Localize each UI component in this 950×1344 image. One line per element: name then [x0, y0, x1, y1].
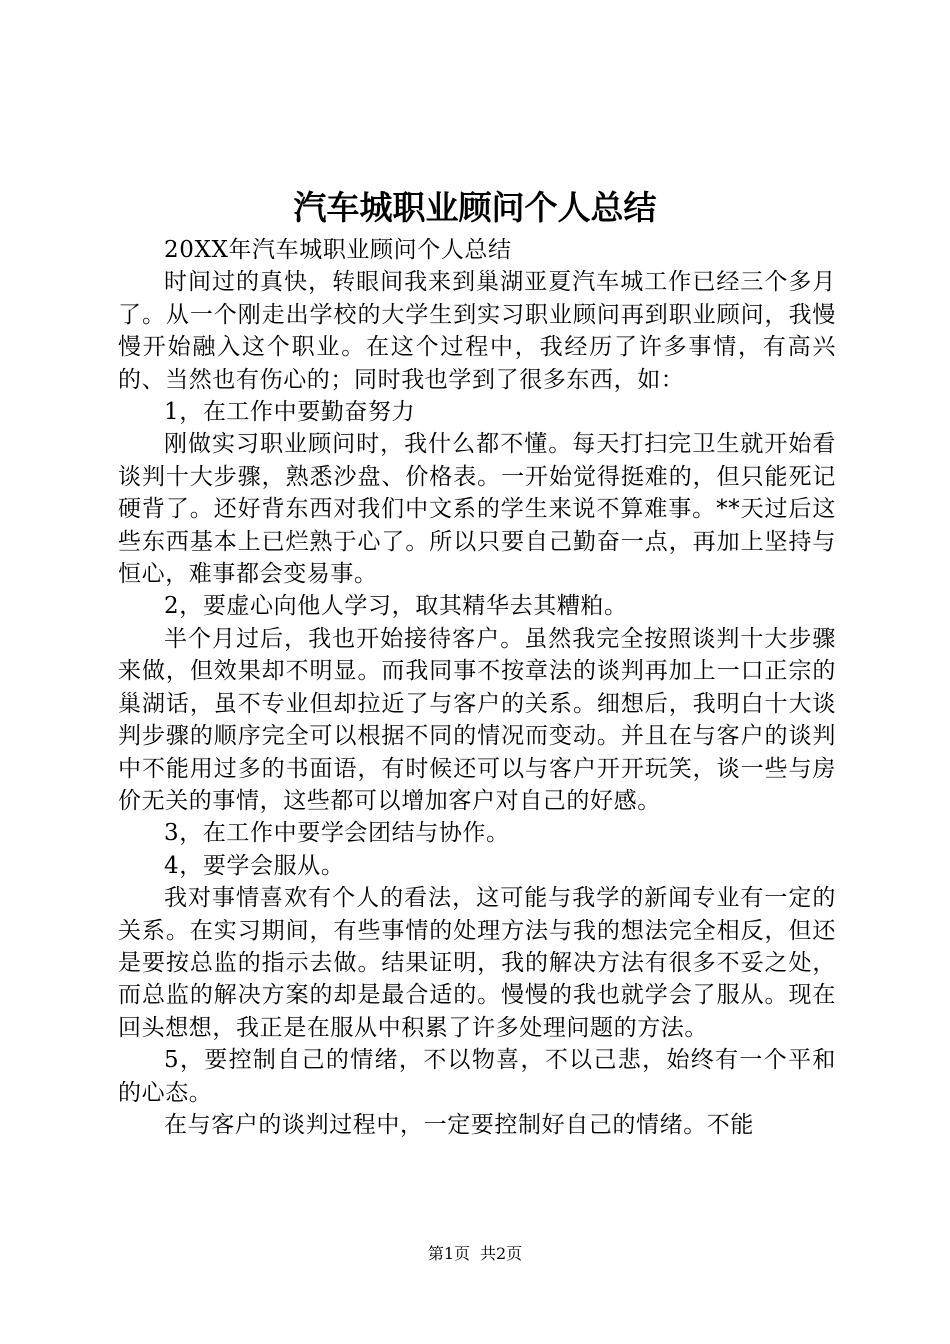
document-title: 汽车城职业顾问个人总结	[293, 188, 657, 227]
paragraph: 时间过的真快，转眼间我来到巢湖亚夏汽车城工作已经三个多月了。从一个刚走出学校的大学生到实习职业顾问再到职业顾问，我慢慢开始融入这个职业。在这个过程中，我经历了许多事情，有高兴的、当然也有伤心的；同时我也学到了很多东西，如：	[118, 269, 836, 393]
paragraph: 我对事情喜欢有个人的看法，这可能与我学的新闻专业有一定的关系。在实习期间，有些事情的处理方法与我的想法完全相反，但还是要按总监的指示去做。结果证明，我的解决方法有很多不妥之处，而总监的解决方案的却是最合适的。慢慢的我也就学会了服从。现在回头想想，我正是在服从中积累了许多处理问题的方法。	[118, 885, 836, 1041]
page-number: 第1页	[427, 1244, 470, 1263]
page-footer	[0, 1244, 950, 1264]
list-heading-5: 5，要控制自己的情绪，不以物喜，不以己悲，始终有一个平和的心态。	[118, 1047, 836, 1106]
paragraph: 刚做实习职业顾问时，我什么都不懂。每天打扫完卫生就开始看谈判十大步骤，熟悉沙盘、价格表。一开始觉得挺难的，但只能死记硬背了。还好背东西对我们中文系的学生来说不算难事。**天过后这些东西基本上已烂熟于心了。所以只要自己勤奋一点，再加上坚持与恒心，难事都会变易事。	[118, 431, 836, 588]
page-total: 共2页	[480, 1244, 523, 1263]
list-heading-4: 4，要学会服从。	[164, 852, 345, 879]
paragraph-subtitle: 20XX年汽车城职业顾问个人总结	[164, 237, 512, 263]
paragraph: 在与客户的谈判过程中，一定要控制好自己的情绪。不能	[164, 1111, 754, 1138]
list-heading-2: 2，要虚心向他人学习，取其精华去其糟粕。	[164, 593, 628, 620]
paragraph: 半个月过后，我也开始接待客户。虽然我完全按照谈判十大步骤来做，但效果却不明显。而我同事不按章法的谈判再加上一口正宗的巢湖话，虽不专业但却拉近了与客户的关系。细想后，我明白十大谈判步骤的顺序完全可以根据不同的情况而变动。并且在与客户的谈判中不能用过多的书面语，有时候还可以与客户开开玩笑，谈一些与房价无关的事情，这些都可以增加客户对自己的好感。	[118, 625, 836, 814]
list-heading-1: 1，在工作中要勤奋努力	[164, 399, 416, 426]
document-body	[118, 234, 836, 1141]
list-heading-3: 3，在工作中要学会团结与协作。	[164, 820, 510, 847]
